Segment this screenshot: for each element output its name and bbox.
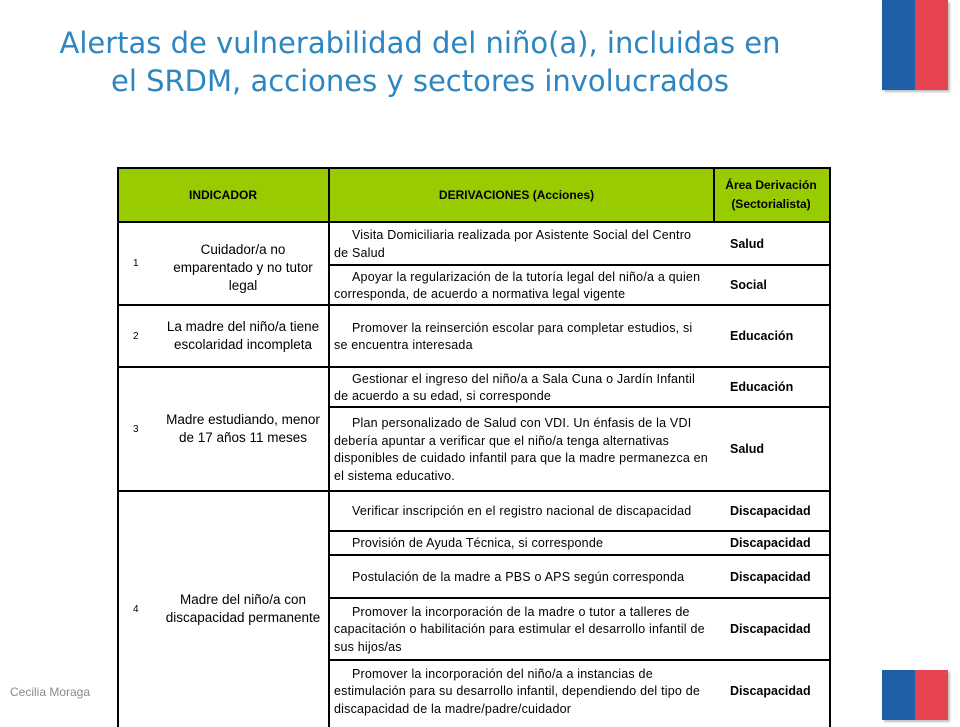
table-border bbox=[117, 167, 830, 169]
area-cell: Educación bbox=[730, 329, 794, 343]
indicator-cell: Cuidador/a no emparentado y no tutor legal bbox=[173, 241, 313, 293]
table-border bbox=[117, 167, 119, 727]
action-cell: Promover la reinserción escolar para completar estudios, si se encuentra interesada bbox=[334, 320, 693, 352]
table-border bbox=[117, 304, 830, 306]
area-cell: Salud bbox=[730, 442, 765, 456]
table-border bbox=[117, 490, 830, 492]
area-cell: Discapacidad bbox=[730, 684, 811, 698]
header-area bbox=[712, 167, 830, 222]
table-border bbox=[829, 167, 831, 727]
action-cell: Postulación de la madre a PBS o APS según corresponda bbox=[352, 569, 685, 584]
header-indicator: INDICADOR bbox=[117, 167, 329, 222]
table-border bbox=[329, 554, 830, 556]
action-cell: Apoyar la regularización de la tutoría legal del niño/a a quien corresponda, de acuerdo a normativa legal vigente bbox=[334, 269, 701, 301]
action-cell: Visita Domiciliaria realizada por Asistente Social del Centro de Salud bbox=[334, 228, 692, 260]
table-border bbox=[328, 167, 330, 727]
area-cell: Discapacidad bbox=[730, 569, 811, 584]
action-cell: Provisión de Ayuda Técnica, si corresponde bbox=[352, 536, 604, 551]
page-title bbox=[0, 24, 840, 100]
indicator-cell: Madre del niño/a con discapacidad permanente bbox=[165, 592, 321, 625]
area-cell: Salud bbox=[730, 236, 765, 251]
area-cell: Social bbox=[730, 278, 767, 292]
alerts-table bbox=[117, 167, 830, 727]
table-border bbox=[329, 530, 830, 532]
group-number: 1 bbox=[133, 258, 139, 269]
area-cell: Discapacidad bbox=[730, 536, 811, 550]
table-border bbox=[329, 264, 830, 266]
chile-flag-decoration-top bbox=[882, 0, 948, 90]
table-border bbox=[117, 366, 830, 368]
area-cell: Educación bbox=[730, 380, 794, 394]
title-line-2: el SRDM, acciones y sectores involucrados bbox=[111, 64, 729, 98]
action-cell: Gestionar el ingreso del niño/a a Sala Cuna o Jardín Infantil de acuerdo a su edad, si corresponde bbox=[334, 371, 695, 403]
action-cell: Plan personalizado de Salud con VDI. Un énfasis de la VDI debería apuntar a verificar que el niño/a tenga alternativas disponibles de cuidado infantil para que la madre permanezca en el sistema educativo. bbox=[334, 416, 708, 483]
indicator-cell: Madre estudiando, menor de 17 años 11 meses bbox=[166, 412, 320, 445]
table-border bbox=[329, 659, 830, 661]
area-cell: Discapacidad bbox=[730, 622, 811, 636]
action-cell: Promover la incorporación del niño/a a instancias de estimulación para su desarrollo infantil, dependiendo del tipo de discapacidad de la madre/padre/cuidador bbox=[334, 666, 701, 716]
table-border bbox=[713, 167, 715, 222]
chile-flag-decoration-bottom bbox=[882, 670, 948, 720]
group-number: 2 bbox=[133, 330, 139, 342]
header-area-line-2: (Sectorialista) bbox=[731, 196, 811, 211]
header-area-line-1: Área Derivación bbox=[725, 177, 817, 192]
indicator-cell: La madre del niño/a tiene escolaridad incompleta bbox=[166, 319, 320, 352]
action-cell: Verificar inscripción en el registro nacional de discapacidad bbox=[352, 504, 692, 519]
table-border bbox=[329, 597, 830, 599]
area-cell: Discapacidad bbox=[730, 504, 811, 518]
table-border bbox=[117, 221, 830, 223]
action-cell: Promover la incorporación de la madre o tutor a talleres de capacitación o habilitación para estimular el desarrollo infantil de sus hijos/as bbox=[334, 604, 705, 654]
table-border bbox=[329, 406, 830, 408]
title-line-1: Alertas de vulnerabilidad del niño(a), incluidas en bbox=[59, 26, 781, 60]
group-number: 3 bbox=[133, 423, 139, 435]
group-number: 4 bbox=[133, 603, 139, 615]
author-footer: Cecilia Moraga bbox=[10, 685, 91, 699]
header-actions: DERIVACIONES (Acciones) bbox=[329, 167, 704, 222]
